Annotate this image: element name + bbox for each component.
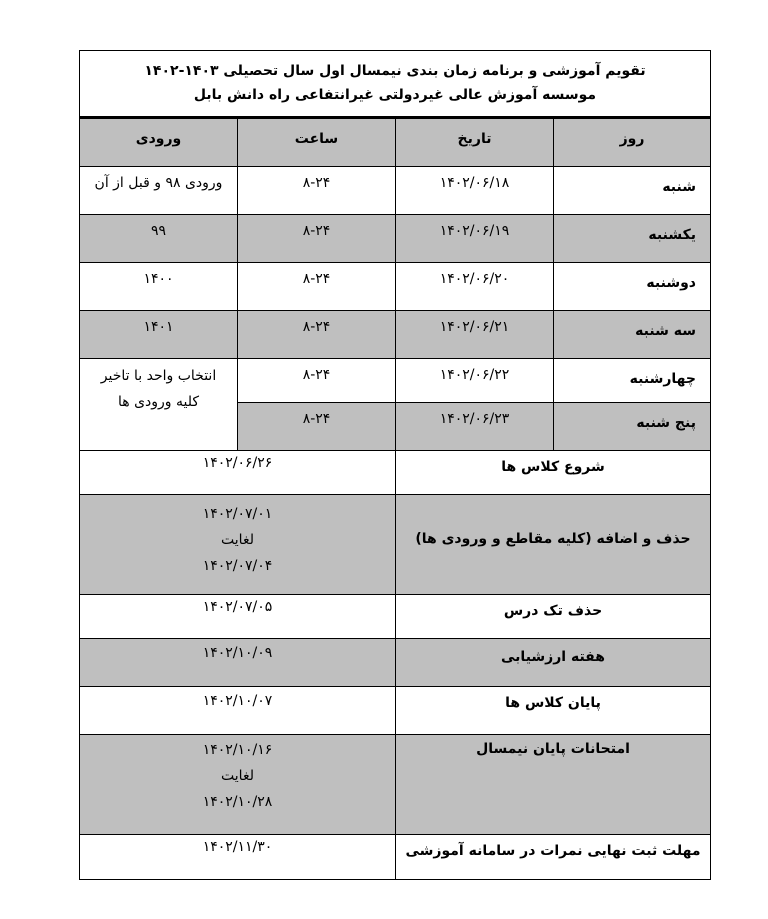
row-day: پنج شنبه [553, 403, 710, 451]
event-value: ۱۴۰۲/۱۱/۳۰ [202, 839, 273, 855]
title-line-2: موسسه آموزش عالی غیردولتی غیرانتفاعی راه دانش بابل [193, 87, 597, 103]
row-time: ۸-۲۴ [237, 311, 395, 359]
row-time: ۸-۲۴ [237, 167, 395, 215]
late-line-1: انتخاب واحد با تاخیر [100, 368, 217, 384]
late-registration-cell [80, 359, 237, 451]
range-word: لغایت [221, 532, 254, 548]
event-label: امتحانات پایان نیمسال [395, 735, 710, 835]
row-entry: ۱۴۰۰ [80, 263, 237, 311]
document-title [80, 51, 710, 119]
event-label: پایان کلاس ها [395, 687, 710, 735]
row-entry: ورودی ۹۸ و قبل از آن [80, 167, 237, 215]
row-time: ۸-۲۴ [237, 403, 395, 451]
event-value-range [80, 735, 395, 835]
row-day: سه شنبه [553, 311, 710, 359]
row-date: ۱۴۰۲/۰۶/۲۲ [395, 359, 553, 403]
row-date: ۱۴۰۲/۰۶/۱۸ [395, 167, 553, 215]
title-line-1: تقویم آموزشی و برنامه زمان بندی نیمسال اول سال تحصیلی ۱۴۰۳-۱۴۰۲ [144, 63, 646, 79]
event-label: مهلت ثبت نهایی نمرات در سامانه آموزشی [395, 835, 710, 879]
range-to: ۱۴۰۲/۰۷/۰۴ [202, 558, 273, 574]
event-label: حذف و اضافه (کلیه مقاطع و ورودی ها) [395, 495, 710, 595]
row-time: ۸-۲۴ [237, 263, 395, 311]
row-entry: ۱۴۰۱ [80, 311, 237, 359]
late-line-2: کلیه ورودی ها [117, 394, 200, 410]
row-date: ۱۴۰۲/۰۶/۱۹ [395, 215, 553, 263]
row-entry: ۹۹ [80, 215, 237, 263]
row-day: چهارشنبه [553, 359, 710, 403]
header-day: روز [553, 119, 710, 167]
event-label: هفته ارزشیابی [395, 639, 710, 687]
range-from: ۱۴۰۲/۱۰/۱۶ [202, 742, 273, 758]
header-time: ساعت [237, 119, 395, 167]
row-date: ۱۴۰۲/۰۶/۲۰ [395, 263, 553, 311]
row-day: یکشنبه [553, 215, 710, 263]
row-date: ۱۴۰۲/۰۶/۲۳ [395, 403, 553, 451]
row-day: شنبه [553, 167, 710, 215]
calendar-document [79, 50, 711, 880]
range-to: ۱۴۰۲/۱۰/۲۸ [202, 794, 273, 810]
row-time: ۸-۲۴ [237, 215, 395, 263]
range-word: لغایت [221, 768, 254, 784]
event-label: حذف تک درس [395, 595, 710, 639]
row-day: دوشنبه [553, 263, 710, 311]
event-value: ۱۴۰۲/۰۷/۰۵ [80, 595, 395, 639]
header-date: تاریخ [395, 119, 553, 167]
event-value: ۱۴۰۲/۱۰/۰۹ [80, 639, 395, 687]
range-from: ۱۴۰۲/۰۷/۰۱ [202, 506, 273, 522]
event-value-range [80, 495, 395, 595]
row-time: ۸-۲۴ [237, 359, 395, 403]
event-label: شروع کلاس ها [395, 451, 710, 495]
event-value: ۱۴۰۲/۱۰/۰۷ [80, 687, 395, 735]
header-entry: ورودی [80, 119, 237, 167]
event-value: ۱۴۰۲/۰۶/۲۶ [80, 451, 395, 495]
row-date: ۱۴۰۲/۰۶/۲۱ [395, 311, 553, 359]
